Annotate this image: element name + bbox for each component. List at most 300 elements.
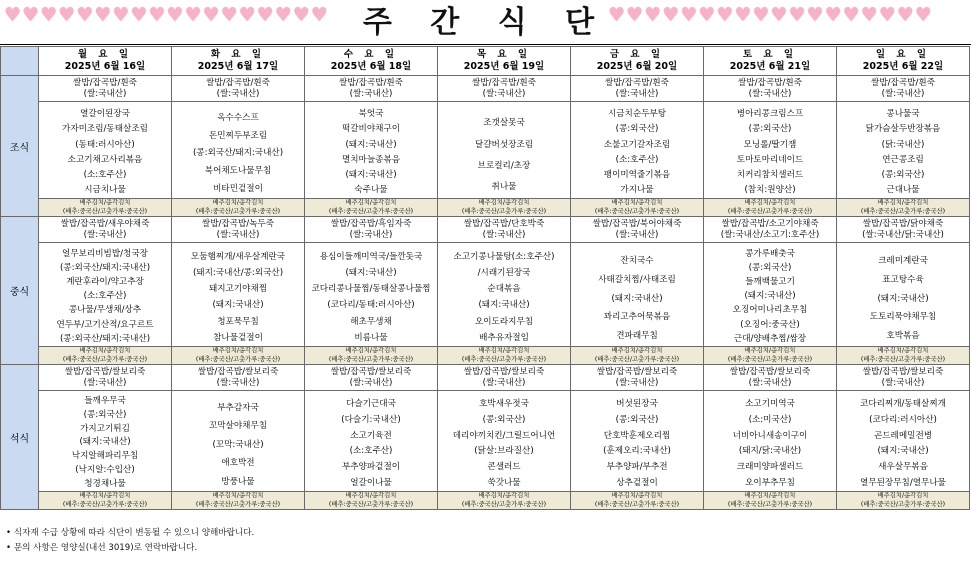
menu-rice-cell: [305, 217, 438, 243]
rice-line: (쌀:국내산/소고기:호주산): [720, 229, 820, 240]
heart-icon: ♥: [752, 4, 770, 26]
kimchi-line: (배추:중국산/고춧가루:중국산): [328, 207, 414, 215]
dish-line: (훈제오리:국내산): [603, 446, 671, 457]
dish-line: 가지고기튀김: [80, 423, 130, 434]
day-date: 2025년 6월 17일: [197, 61, 279, 72]
day-header: [172, 47, 305, 76]
kimchi-row: [1, 347, 970, 365]
menu-rice-cell: [704, 365, 837, 391]
day-date: 2025년 6월 22일: [862, 61, 944, 72]
menu-rice-cell: [571, 76, 704, 102]
kimchi-cell: [837, 492, 970, 510]
rice-line: 쌀밥/잡곡밥/쌀보리죽: [330, 367, 412, 378]
menu-dishes-cell: [172, 391, 305, 492]
heart-icon: ♥: [896, 4, 914, 26]
heart-icon: ♥: [608, 4, 626, 26]
dish-line: 잔치국수: [620, 255, 654, 266]
dish-line: 북엇국: [358, 109, 384, 120]
day-date: 2025년 6월 21일: [729, 61, 811, 72]
heart-icon: ♥: [274, 4, 292, 26]
kimchi-line: (배추:중국산/고춧가루:중국산): [461, 355, 547, 363]
kimchi-line: 배추김치/총각김치: [79, 492, 131, 500]
day-name: 월 요 일: [77, 49, 133, 60]
dish-line: 꼬막살야채무침: [208, 421, 268, 432]
dish-line: (참치:원양산): [744, 185, 796, 196]
heart-icon: ♥: [626, 4, 644, 26]
dish-line: 팽이미역줄기볶음: [603, 170, 671, 180]
rice-line: 쌀밥/잡곡밥/녹두죽: [201, 219, 275, 230]
rice-line: 쌀밥/잡곡밥/흰죽: [738, 78, 802, 89]
rice-line: 쌀밥/잡곡밥/새우야채죽: [60, 219, 150, 230]
kimchi-line: 배추김치/총각김치: [212, 347, 264, 355]
rice-line: (쌀:국내산): [83, 377, 127, 388]
dish-line: (소:호주산): [349, 446, 393, 457]
dish-line: (돼지:국내산): [478, 300, 530, 311]
dish-line: 호박새우젓국: [479, 399, 529, 409]
dish-line: 연두부/고기산적/요구르트: [56, 319, 154, 330]
day-name: 토 요 일: [742, 49, 798, 60]
menu-dishes-cell: [39, 243, 172, 347]
kimchi-cell: [837, 199, 970, 217]
dish-line: 돈민찌두부조림: [208, 130, 268, 141]
dish-line: (코다리:러시아산): [869, 414, 937, 425]
menu-rice-cell: [305, 76, 438, 102]
rice-line: 쌀밥/잡곡밥/북어야채죽: [592, 219, 682, 230]
dish-line: 단호박훈제오리찜: [603, 430, 671, 441]
heart-icon: ♥: [292, 4, 310, 26]
kimchi-cell: [305, 199, 438, 217]
dish-line: 시금치순두부탕: [607, 109, 667, 120]
rice-line: 쌀밥/잡곡밥/쌀보리죽: [463, 367, 545, 378]
meal-sides-row: [1, 391, 970, 492]
day-name: 목 요 일: [476, 49, 532, 60]
kimchi-line: (배추:중국산/고춧가루:중국산): [860, 207, 946, 215]
dish-line: 소불고기갈자조림: [603, 139, 671, 150]
menu-dishes-cell: [571, 391, 704, 492]
dish-line: (다슬기:국내산): [341, 414, 401, 425]
dish-line: 떡갈비야채구이: [341, 124, 401, 135]
menu-dishes-cell: [438, 243, 571, 347]
dish-line: 데리야끼치킨/그릴드어니언: [452, 430, 556, 441]
meal-rice-row: [1, 217, 970, 243]
kimchi-line: (배추:중국산/고춧가루:중국산): [62, 500, 148, 508]
dish-line: 해초무생채: [350, 316, 392, 327]
rice-line: 쌀밥/잡곡밥/닭야채죽: [862, 219, 944, 230]
rice-line: (쌀:국내산): [615, 377, 659, 388]
dish-line: (콩:외국산): [615, 414, 659, 425]
dish-line: 상추겉절이: [616, 477, 658, 488]
kimchi-line: 배추김치/총각김치: [611, 347, 663, 355]
dish-line: 순대볶음: [487, 284, 521, 295]
menu-rice-cell: [39, 76, 172, 102]
page-title: 주 간 식 단: [362, 5, 609, 40]
kimchi-line: 배추김치/총각김치: [611, 199, 663, 207]
kimchi-cell: [571, 492, 704, 510]
dish-line: 표고탕수육: [882, 274, 924, 285]
kimchi-line: (배추:중국산/고춧가루:중국산): [594, 500, 680, 508]
dish-line: 비타민겉절이: [213, 183, 263, 194]
note-item: • 식자재 수급 상황에 따라 식단이 변동될 수 있으니 양해바랍니다.: [6, 526, 254, 541]
heart-icon: ♥: [58, 4, 76, 26]
heart-icon: ♥: [860, 4, 878, 26]
dish-line: 멸치마늘종볶음: [341, 154, 401, 165]
rice-line: (쌀:국내산): [881, 377, 925, 388]
heart-icon: ♥: [788, 4, 806, 26]
rice-line: 쌀밥/잡곡밥/쌀보리죽: [197, 367, 279, 378]
menu-rice-cell: [438, 76, 571, 102]
rice-line: (쌀:국내산): [881, 88, 925, 99]
menu-rice-cell: [438, 365, 571, 391]
meal-label: 중식: [1, 217, 39, 365]
rice-line: 쌀밥/잡곡밥/쌀보리죽: [729, 367, 811, 378]
kimchi-line: 배추김치/총각김치: [79, 347, 131, 355]
heart-icon: ♥: [716, 4, 734, 26]
corner-cell: [1, 47, 39, 76]
heart-icon: ♥: [680, 4, 698, 26]
menu-dishes-cell: [305, 391, 438, 492]
kimchi-line: 배추김치/총각김치: [877, 199, 929, 207]
day-name: 수 요 일: [343, 49, 399, 60]
dish-line: 도토리묵야채무침: [869, 312, 937, 323]
kimchi-line: (배추:중국산/고춧가루:중국산): [860, 355, 946, 363]
dish-line: 소고기채고사리볶음: [67, 154, 143, 165]
dish-line: 크래미양파샐러드: [736, 462, 804, 473]
menu-rice-cell: [837, 217, 970, 243]
kimchi-line: 배추김치/총각김치: [478, 199, 530, 207]
dish-line: 가자미조림/동태살조림: [62, 124, 148, 135]
dish-line: (동태:러시아산): [75, 139, 135, 150]
kimchi-cell: [438, 199, 571, 217]
dish-line: (돼지:국내산): [345, 139, 397, 150]
dish-line: 모둠햄찌개/새우살계란국: [190, 251, 286, 262]
heart-icon: ♥: [4, 4, 22, 26]
dish-line: 연근콩조림: [882, 154, 924, 165]
day-header-row: [1, 47, 970, 76]
kimchi-cell: [571, 199, 704, 217]
day-header: [571, 47, 704, 76]
dish-line: 들깨우무국: [84, 396, 126, 407]
dish-line: (돼지:국내산): [79, 437, 131, 448]
dish-line: 북어채도나물무침: [204, 166, 272, 177]
dish-line: 낙지알해파리무침: [71, 451, 139, 462]
dish-line: 오이부추무침: [745, 477, 795, 488]
dish-line: 너비아니새송이구이: [732, 430, 808, 441]
dish-line: 청포묵무침: [217, 316, 259, 327]
dish-line: (소:호주산): [615, 154, 659, 165]
rice-line: (쌀:국내산/닭:국내산): [862, 229, 944, 240]
kimchi-line: (배추:중국산/고춧가루:중국산): [328, 355, 414, 363]
menu-rice-cell: [704, 76, 837, 102]
kimchi-cell: [172, 199, 305, 217]
kimchi-cell: [438, 492, 571, 510]
header-banner: [0, 0, 971, 47]
kimchi-cell: [305, 347, 438, 365]
kimchi-line: (배추:중국산/고춧가루:중국산): [727, 500, 813, 508]
dish-line: 모닝롤/딸기잼: [743, 139, 797, 150]
dish-line: (돼지/닭:국내산): [738, 446, 802, 457]
dish-line: (낙지알:수입산): [75, 465, 135, 476]
kimchi-line: 배추김치/총각김치: [611, 492, 663, 500]
dish-line: 조갯살못국: [483, 118, 525, 129]
hearts-decoration-right: [608, 6, 932, 25]
notes: [6, 526, 254, 556]
dish-line: (오징어:중국산): [740, 319, 800, 330]
kimchi-line: 배추김치/총각김치: [744, 347, 796, 355]
dish-line: 참나물겉절이: [213, 332, 263, 343]
menu-dishes-cell: [837, 102, 970, 199]
menu-dishes-cell: [704, 243, 837, 347]
menu-dishes-cell: [837, 243, 970, 347]
meal-sides-row: [1, 243, 970, 347]
menu-rice-cell: [305, 365, 438, 391]
kimchi-line: 배추김치/총각김치: [345, 199, 397, 207]
rice-line: (쌀:국내산): [482, 229, 526, 240]
kimchi-line: (배추:중국산/고춧가루:중국산): [62, 355, 148, 363]
dish-line: (닭:국내산): [881, 139, 925, 150]
dish-line: (돼지:국내산): [345, 267, 397, 278]
heart-icon: ♥: [40, 4, 58, 26]
dish-line: 용심이들깨미역국/들깐돗국: [319, 251, 423, 262]
dish-line: 토마토마리네이드: [736, 154, 804, 165]
dish-line: 크레미계란국: [878, 255, 928, 266]
rice-line: 쌀밥/잡곡밥/단호박죽: [463, 219, 545, 230]
kimchi-cell: [571, 347, 704, 365]
dish-line: 콩가루배춧국: [745, 248, 795, 259]
rice-line: 쌀밥/잡곡밥/흰죽: [605, 78, 669, 89]
dish-line: 다슬기근대국: [346, 399, 396, 409]
dish-line: 곤드레메밀전병: [873, 430, 933, 441]
heart-icon: ♥: [148, 4, 166, 26]
dish-line: 돼지고기야채찜: [208, 284, 268, 295]
menu-rice-cell: [571, 217, 704, 243]
dish-line: 옥수수스프: [217, 113, 259, 124]
kimchi-cell: [704, 199, 837, 217]
heart-icon: ♥: [806, 4, 824, 26]
dish-line: 애호박전: [221, 458, 255, 469]
dish-line: (소:호주산): [83, 291, 127, 302]
heart-icon: ♥: [202, 4, 220, 26]
rice-line: (쌀:국내산): [748, 88, 792, 99]
kimchi-cell: [837, 347, 970, 365]
kimchi-line: 배추김치/총각김치: [744, 492, 796, 500]
day-date: 2025년 6월 18일: [330, 61, 412, 72]
dish-line: 열무된장무침/열무나물: [860, 477, 946, 488]
meal-rice-row: [1, 76, 970, 102]
kimchi-line: (배추:중국산/고춧가루:중국산): [461, 500, 547, 508]
dish-line: (콩:외국산): [482, 414, 526, 425]
kimchi-line: (배추:중국산/고춧가루:중국산): [328, 500, 414, 508]
dish-line: (돼지:국내산): [212, 300, 264, 311]
dish-line: 얼갈이나물: [350, 477, 392, 488]
day-header: [837, 47, 970, 76]
heart-icon: ♥: [112, 4, 130, 26]
kimchi-line: 배추김치/총각김치: [345, 492, 397, 500]
rice-line: (쌀:국내산): [216, 88, 260, 99]
dish-line: (콩:외국산): [748, 124, 792, 135]
menu-dishes-cell: [704, 102, 837, 199]
menu-dishes-cell: [571, 243, 704, 347]
heart-icon: ♥: [256, 4, 274, 26]
heart-icon: ♥: [824, 4, 842, 26]
dish-line: (콩:외국산): [83, 409, 127, 420]
menu-rice-cell: [39, 217, 172, 243]
kimchi-row: [1, 199, 970, 217]
dish-line: (콩:외국산): [881, 170, 925, 180]
kimchi-row: [1, 492, 970, 510]
day-header: [39, 47, 172, 76]
rice-line: 쌀밥/잡곡밥/흰죽: [206, 78, 270, 89]
menu-dishes-cell: [837, 391, 970, 492]
dish-line: 코다리콩나물찜/동태살콩나물찜: [311, 284, 431, 295]
kimchi-cell: [438, 347, 571, 365]
dish-line: 열갈이된장국: [80, 109, 130, 120]
kimchi-line: 배추김치/총각김치: [212, 492, 264, 500]
dish-line: 숙주나물: [354, 185, 388, 196]
dish-line: (콩:외국산): [615, 124, 659, 135]
heart-icon: ♥: [220, 4, 238, 26]
dish-line: 호박볶음: [886, 331, 920, 342]
day-date: 2025년 6월 16일: [64, 61, 146, 72]
rice-line: (쌀:국내산): [216, 377, 260, 388]
menu-rice-cell: [39, 365, 172, 391]
kimchi-line: (배추:중국산/고춧가루:중국산): [594, 207, 680, 215]
rice-line: 쌀밥/잡곡밥/흑임자죽: [330, 219, 412, 230]
dish-line: 버섯된장국: [616, 399, 658, 409]
dish-line: 부추양파/부추전: [606, 462, 668, 473]
dish-line: 소고기미역국: [745, 399, 795, 409]
rice-line: 쌀밥/잡곡밥/소고기야채죽: [721, 219, 819, 230]
menu-rice-cell: [704, 217, 837, 243]
dish-line: 콩나물/무생채/상추: [68, 305, 142, 316]
menu-dishes-cell: [305, 102, 438, 199]
dish-line: (콩:외국산/돼지:국내산): [59, 333, 151, 344]
menu-dishes-cell: [39, 102, 172, 199]
dish-line: (코다리/동태:러시아산): [327, 300, 415, 311]
heart-icon: ♥: [94, 4, 112, 26]
menu-dishes-cell: [438, 102, 571, 199]
dish-line: (돼지:국내산): [877, 446, 929, 457]
kimchi-cell: [39, 492, 172, 510]
dish-line: 콩나물국: [886, 109, 920, 120]
rice-line: (쌀:국내산): [482, 377, 526, 388]
dish-line: 비름나물: [354, 332, 388, 343]
rice-line: (쌀:국내산): [615, 229, 659, 240]
dish-line: 쑥갓나물: [487, 477, 521, 488]
rice-line: (쌀:국내산): [482, 88, 526, 99]
kimchi-cell: [39, 199, 172, 217]
kimchi-cell: [172, 347, 305, 365]
dish-line: 배추유자절임: [479, 332, 529, 343]
dish-line: (돼지:국내산): [877, 293, 929, 304]
heart-icon: ♥: [842, 4, 860, 26]
menu-rice-cell: [571, 365, 704, 391]
dish-line: (콩:외국산): [748, 262, 792, 273]
rice-line: (쌀:국내산): [615, 88, 659, 99]
dish-line: 계란후라이/약고추장: [66, 276, 144, 287]
menu-dishes-cell: [571, 102, 704, 199]
dish-line: /시래기된장국: [477, 267, 531, 278]
menu-rice-cell: [172, 365, 305, 391]
weekly-menu-table: [0, 46, 970, 510]
kimchi-line: (배추:중국산/고춧가루:중국산): [727, 355, 813, 363]
heart-icon: ♥: [184, 4, 202, 26]
day-header: [438, 47, 571, 76]
dish-line: 근대나물: [886, 185, 920, 196]
heart-icon: ♥: [22, 4, 40, 26]
menu-rice-cell: [438, 217, 571, 243]
day-header: [704, 47, 837, 76]
dish-line: (돼지:국내산/콩:외국산): [192, 267, 284, 278]
heart-icon: ♥: [166, 4, 184, 26]
kimchi-line: (배추:중국산/고춧가루:중국산): [62, 207, 148, 215]
heart-icon: ♥: [76, 4, 94, 26]
heart-icon: ♥: [238, 4, 256, 26]
menu-dishes-cell: [39, 391, 172, 492]
dish-line: 얼무보리비빔밥/청국장: [62, 248, 148, 259]
day-name: 화 요 일: [210, 49, 266, 60]
dish-line: 꽈리고추어묵볶음: [603, 312, 671, 323]
dish-line: 소고기육전: [350, 430, 392, 441]
menu-dishes-cell: [172, 102, 305, 199]
kimchi-cell: [39, 347, 172, 365]
heart-icon: ♥: [734, 4, 752, 26]
meal-rice-row: [1, 365, 970, 391]
heart-icon: ♥: [662, 4, 680, 26]
dish-line: 치커리참치샐러드: [736, 170, 804, 180]
kimchi-line: (배추:중국산/고춧가루:중국산): [727, 207, 813, 215]
dish-line: (닭살:브라질산): [474, 446, 534, 457]
menu-dishes-cell: [172, 243, 305, 347]
heart-icon: ♥: [130, 4, 148, 26]
kimchi-line: 배추김치/총각김치: [79, 199, 131, 207]
dish-line: 들깨백물고기: [745, 276, 795, 287]
menu-dishes-cell: [305, 243, 438, 347]
heart-icon: ♥: [698, 4, 716, 26]
dish-line: 오이도라지무침: [474, 316, 534, 327]
dish-line: 닭가슴살두반장볶음: [865, 124, 941, 135]
menu-dishes-cell: [438, 391, 571, 492]
rice-line: (쌀:국내산): [216, 229, 260, 240]
kimchi-line: 배추김치/총각김치: [877, 347, 929, 355]
heart-icon: ♥: [770, 4, 788, 26]
dish-line: 새우살무볶음: [878, 462, 928, 473]
kimchi-line: (배추:중국산/고춧가루:중국산): [860, 500, 946, 508]
rice-line: 쌀밥/잡곡밥/흰죽: [472, 78, 536, 89]
kimchi-cell: [305, 492, 438, 510]
dish-line: 취나물: [491, 182, 517, 193]
kimchi-line: 배추김치/총각김치: [478, 347, 530, 355]
kimchi-line: (배추:중국산/고춧가루:중국산): [461, 207, 547, 215]
dish-line: 병아리콩크림스프: [736, 109, 804, 120]
rice-line: (쌀:국내산): [349, 88, 393, 99]
kimchi-cell: [704, 492, 837, 510]
rice-line: (쌀:국내산): [83, 88, 127, 99]
dish-line: 콘샐러드: [487, 462, 521, 473]
title-divider: [0, 44, 971, 45]
dish-line: 코다리찌개/동태살찌개: [860, 399, 946, 409]
heart-icon: ♥: [644, 4, 662, 26]
dish-line: 소고기콩나물탕(소:호주산): [453, 251, 555, 262]
menu-rice-cell: [172, 217, 305, 243]
kimchi-cell: [172, 492, 305, 510]
kimchi-line: 배추김치/총각김치: [877, 492, 929, 500]
meal-label: 석식: [1, 365, 39, 510]
rice-line: (쌀:국내산): [349, 377, 393, 388]
dish-line: 견파래무침: [616, 331, 658, 342]
dish-line: (소:호주산): [83, 170, 127, 180]
dish-line: (콩:외국산/돼지:국내산): [192, 148, 284, 159]
dish-line: (꼬막:국내산): [212, 439, 264, 450]
